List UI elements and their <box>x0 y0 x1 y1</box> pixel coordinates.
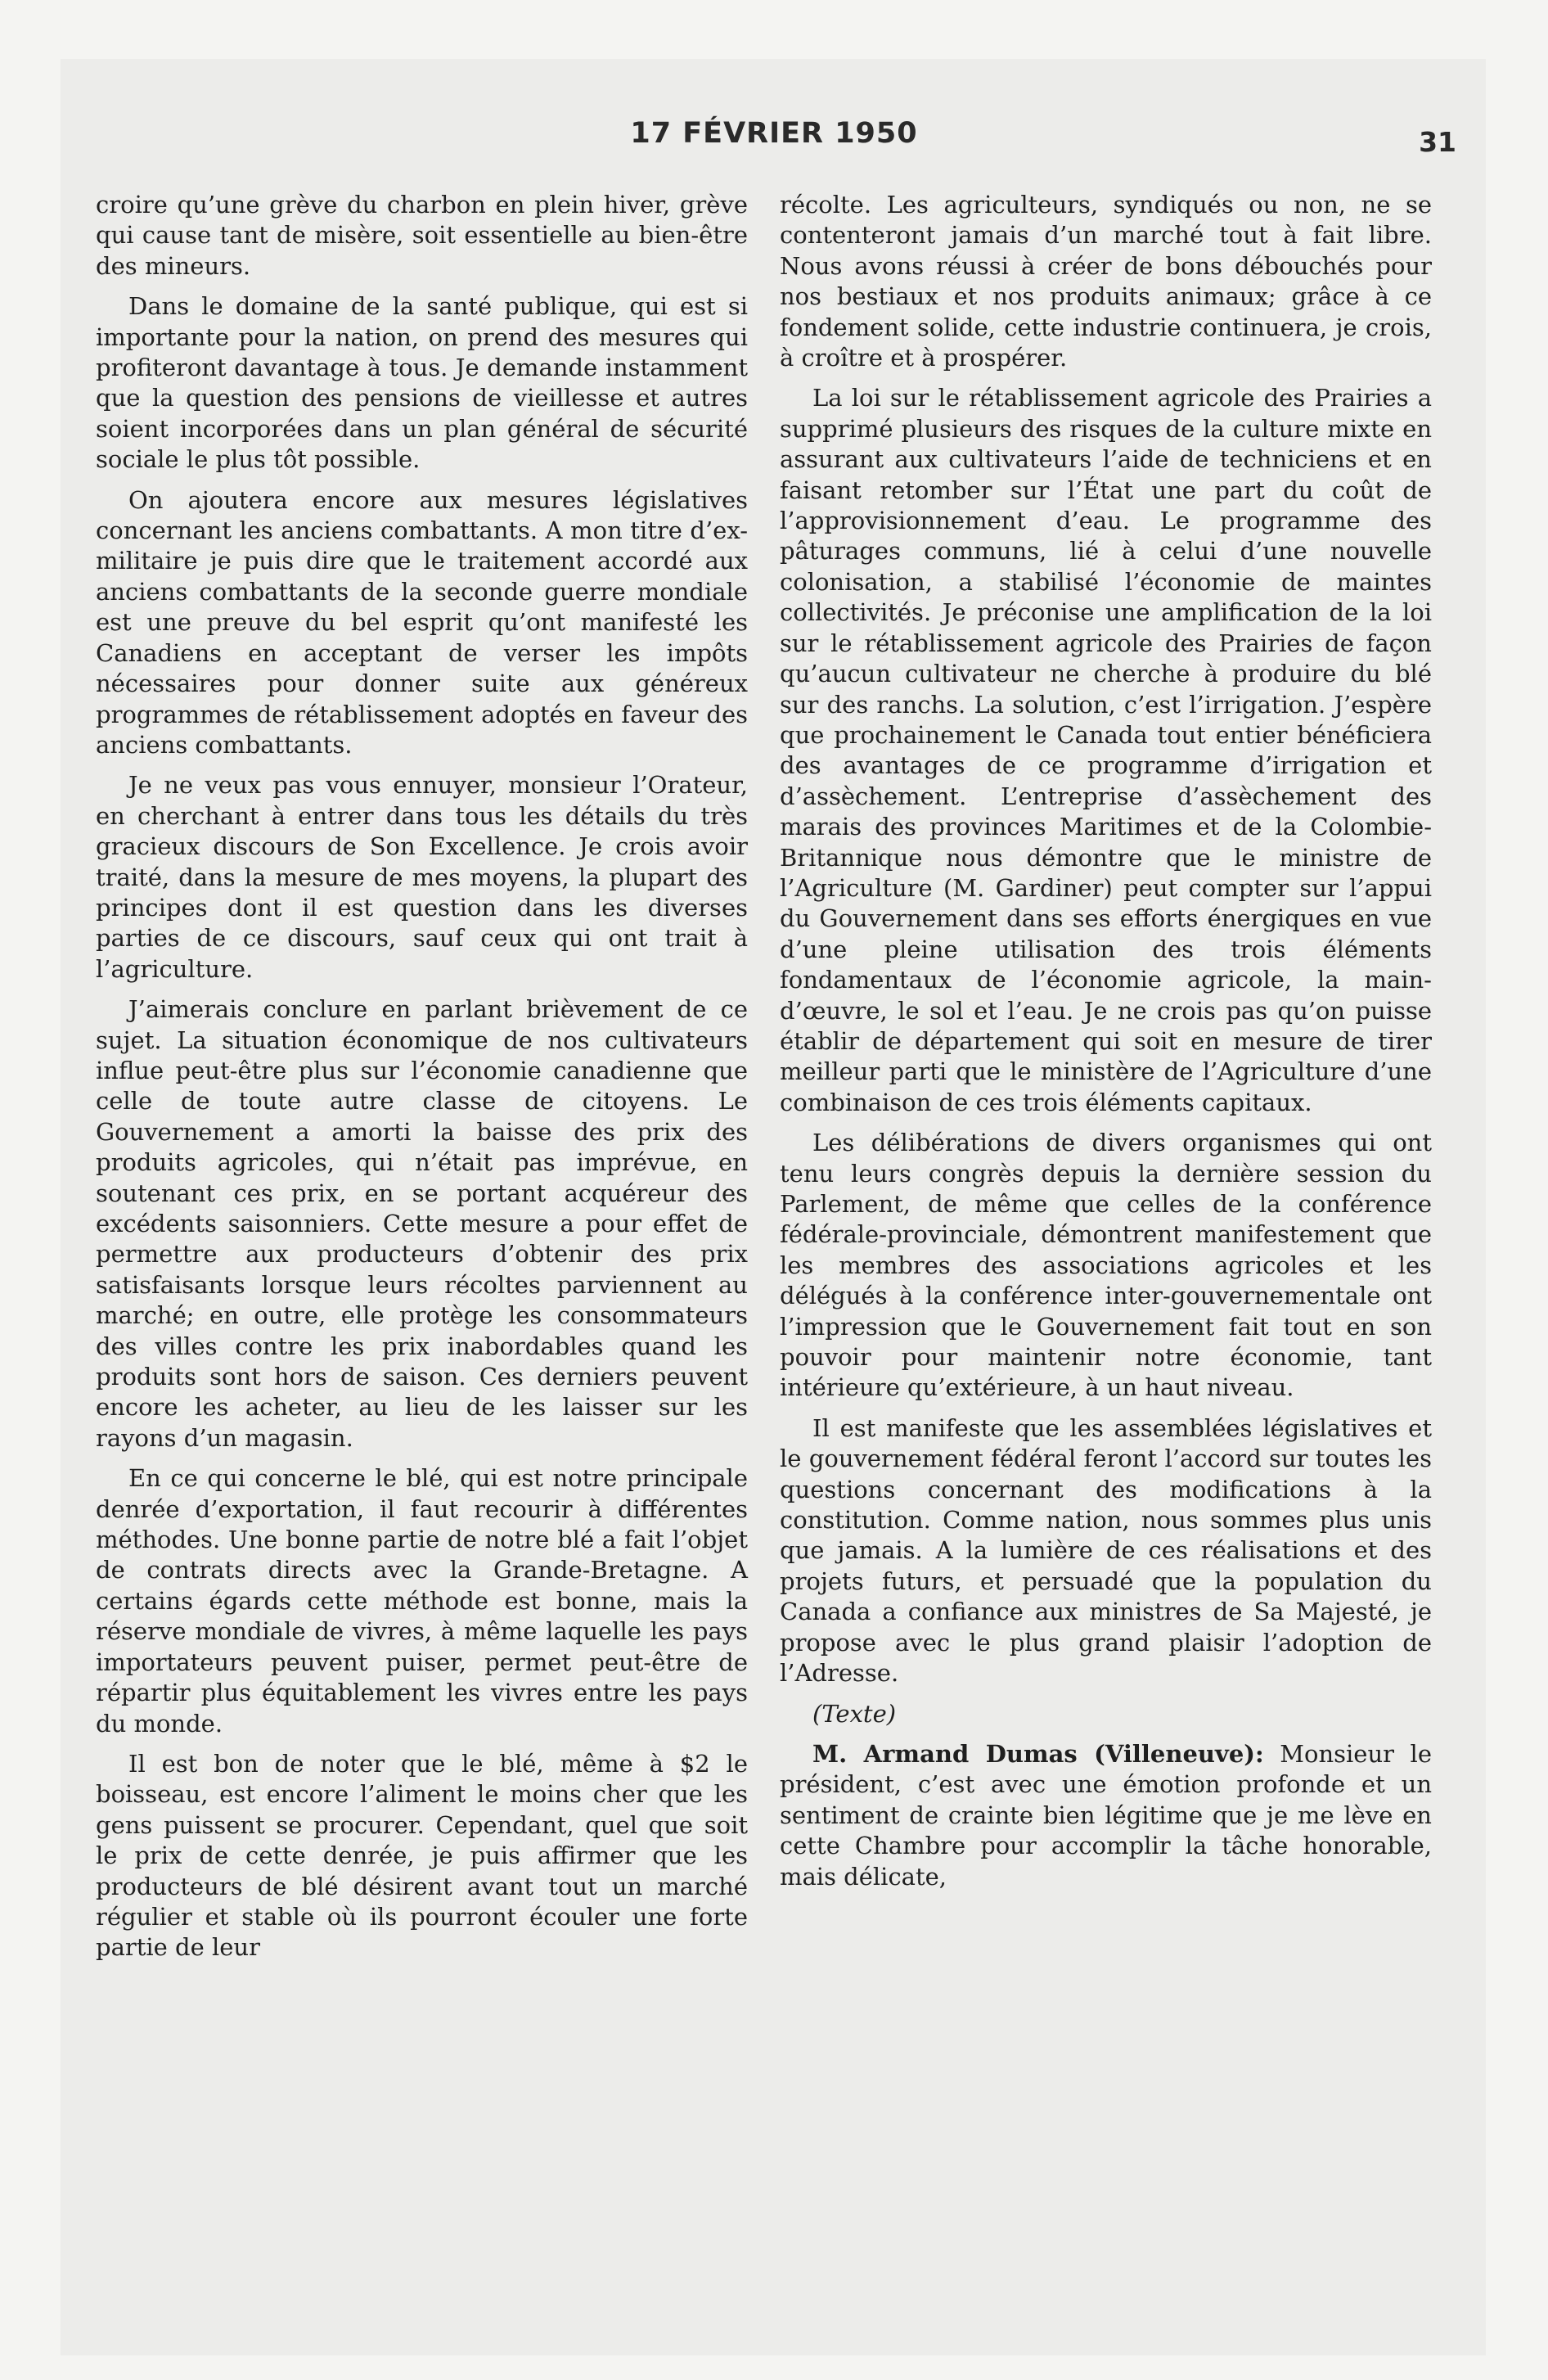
paragraph: Je ne veux pas vous ennuyer, monsieur l’Orateur, en cherchant à entrer dans tous les détails du très gracieux discours de Son Excellence. Je crois avoir traité, dans la mesure de mes moyens, la plupart des principes dont il est question dans les diverses parties de ce discours, sauf ceux qui ont trait à l’agriculture. <box>96 771 748 983</box>
note-texte <box>780 1699 1432 1729</box>
paragraph: En ce qui concerne le blé, qui est notre principale denrée d’exportation, il faut recourir à différentes méthodes. Une bonne partie de notre blé a fait l’objet de contrats directs avec la Grande-Bretagne. A certains égards cette méthode est bonne, mais la réserve mondiale de vivres, à même laquelle les pays importateurs peuvent puiser, permet peut-être de répartir plus équitablement les vivres entre les pays du monde. <box>96 1464 748 1738</box>
paragraph: On ajoutera encore aux mesures législatives concernant les anciens combattants. A mon titre d’ex-militaire je puis dire que le traitement accordé aux anciens combattants de la seconde guerre mondiale est une preuve du bel esprit qu’ont manifesté les Canadiens en acceptant de verser les impôts nécessaires pour donner suite aux généreux programmes de rétablissement adoptés en faveur des anciens combattants. <box>96 485 748 759</box>
paragraph: La loi sur le rétablissement agricole des Prairies a supprimé plusieurs des risques de la culture mixte en assurant aux cultivateurs l’aide de techniciens et en faisant retomber sur l’État une part du coût de l’approvisionnement d’eau. Le programme des pâturages communs, lié à celui d’une nouvelle colonisation, a stabilisé l’économie de maintes collectivités. Je préconise une amplification de la loi sur le rétablissement agricole des Prairies de façon qu’aucun cultivateur ne cherche à produire du blé sur des ranchs. La solution, c’est l’irrigation. J’espère que prochainement le Canada tout entier bénéficiera des avantages de ce programme d’irrigation et d’assèchement. L’entreprise d’assèchement des marais des provinces Maritimes et de la Colombie-Britannique nous démontre que le ministre de l’Agriculture (M. Gardiner) peut compter sur l’appui du Gouvernement dans ses efforts énergiques en vue d’une pleine utilisation des trois éléments fondamentaux de l’économie agricole, la main-d’œuvre, le sol et l’eau. Je ne crois pas qu’on puisse établir de département qui soit en mesure de tirer meilleur parti que le ministère de l’Agriculture d’une combinaison de ces trois éléments capitaux. <box>780 384 1432 1116</box>
paragraph: Dans le domaine de la santé publique, qui est si importante pour la nation, on prend des mesures qui profiteront davantage à tous. Je demande instamment que la question des pensions de vieillesse et autres soient incorporées dans un plan général de sécurité sociale le plus tôt possible. <box>96 292 748 474</box>
left-column <box>96 190 748 1973</box>
paragraph: Il est manifeste que les assemblées législatives et le gouvernement fédéral feront l’accord sur toutes les questions concernant des modifications à la constitution. Comme nation, nous sommes plus unis que jamais. A la lumière de ces réalisations et des projets futurs, et persuadé que la population du Canada a confiance aux ministres de Sa Majesté, je propose avec le plus grand plaisir l’adoption de l’Adresse. <box>780 1413 1432 1688</box>
right-column <box>780 190 1432 1902</box>
note-text: (Texte) <box>812 1699 897 1728</box>
speech-paragraph <box>780 1739 1432 1892</box>
page-number: 31 <box>1419 126 1456 158</box>
paragraph: Les délibérations de divers organismes qui ont tenu leurs congrès depuis la dernière session du Parlement, de même que celles de la conférence fédérale-provinciale, démontrent manifestement que les membres des associations agricoles et les délégués à la conférence inter-gouvernementale ont l’impression que le Gouvernement fait tout en son pouvoir pour maintenir notre économie, tant intérieure qu’extérieure, à un haut niveau. <box>780 1129 1432 1402</box>
speech-text: Monsieur le président, c’est avec une émotion profonde et un sentiment de crainte bien légitime que je me lève en cette Chambre pour accomplir la tâche honorable, mais délicate, <box>780 1739 1432 1891</box>
page-header-date: 17 FÉVRIER 1950 <box>630 117 918 150</box>
paragraph: Il est bon de noter que le blé, même à $2 le boisseau, est encore l’aliment le moins cher que les gens puissent se procurer. Cependant, quel que soit le prix de cette denrée, je puis affirmer que les producteurs de blé désirent avant tout un marché régulier et stable où ils pourront écouler une forte partie de leur <box>96 1749 748 1962</box>
speaker-name: M. Armand Dumas (Villeneuve): <box>812 1739 1264 1768</box>
paragraph: récolte. Les agriculteurs, syndiqués ou non, ne se contenteront jamais d’un marché tout à fait libre. Nous avons réussi à créer de bons débouchés pour nos bestiaux et nos produits animaux; grâce à ce fondement solide, cette industrie continuera, je crois, à croître et à prospérer. <box>780 191 1432 372</box>
paragraph: croire qu’une grève du charbon en plein hiver, grève qui cause tant de misère, soit essentielle au bien-être des mineurs. <box>96 191 748 280</box>
paragraph: J’aimerais conclure en parlant brièvement de ce sujet. La situation économique de nos cultivateurs influe peut-être plus sur l’économie canadienne que celle de toute autre classe de citoyens. Le Gouvernement a amorti la baisse des prix des produits agricoles, qui n’était pas imprévue, en soutenant ces prix, en se portant acquéreur des excédents saisonniers. Cette mesure a pour effet de permettre aux producteurs d’obtenir des prix satisfaisants lorsque leurs récoltes parviennent au marché; en outre, elle protège les consommateurs des villes contre les prix inabordables quand les produits sont hors de saison. Ces derniers peuvent encore les acheter, au lieu de les laisser sur les rayons d’un magasin. <box>96 995 748 1452</box>
